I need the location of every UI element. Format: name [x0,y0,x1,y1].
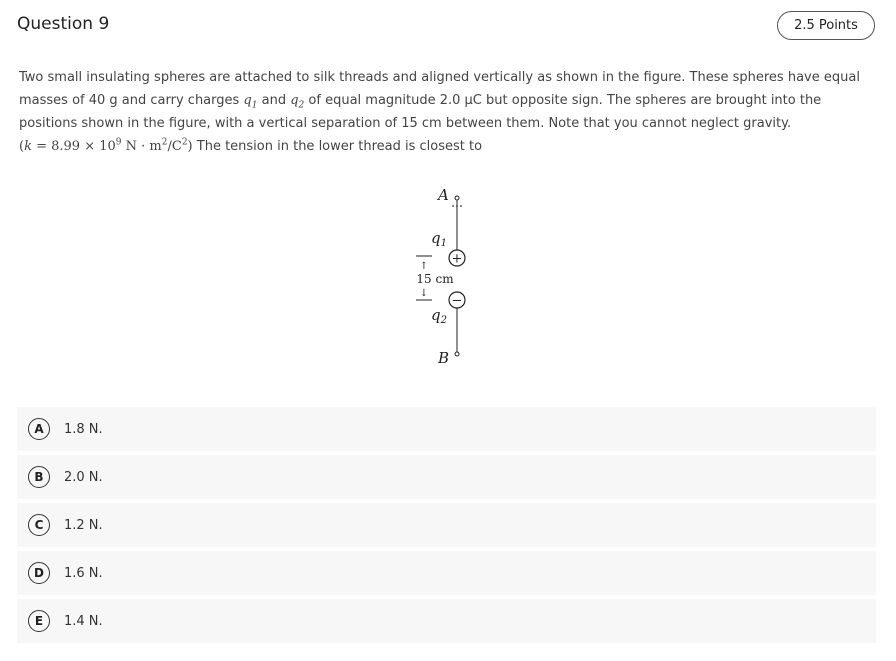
option-letter-c: C [28,514,50,536]
spheres-figure [405,180,485,370]
q1-symbol: $q_1$ [243,93,258,111]
question-line-2: masses of 40 g and carry charges $q_1$ and $q_2$ of equal magnitude 2.0 µC but opposite sign. The spheres are brought into the [19,93,822,111]
points-badge: 2.5 Points [777,11,875,40]
q2-symbol: $q_2$ [290,93,305,111]
dot [452,205,454,207]
support-point-a [455,196,459,200]
label-b: B [438,349,450,367]
option-a[interactable] [17,407,876,451]
figure-svg [405,180,485,370]
label-q1: $q_1$ [431,229,447,249]
option-d[interactable] [17,551,876,595]
minus-sign: − [451,293,463,309]
option-b[interactable] [17,455,876,499]
option-text-d: 1.6 N. [64,565,103,581]
arrow-down: ↓ [419,288,429,299]
dot [460,205,462,207]
question-header [0,0,896,54]
option-text-e: 1.4 N. [64,613,103,629]
label-a: A [438,186,449,204]
question-title: Question 9 [17,14,110,34]
question-line-3: positions shown in the figure, with a vertical separation of 15 cm between them. Note that you cannot neglect gravity. [19,116,792,131]
option-c[interactable] [17,503,876,547]
option-letter-a: A [28,418,50,440]
support-point-b [455,352,459,356]
separation-label: 15 cm [416,272,454,286]
option-letter-e: E [28,610,50,632]
label-q2: $q_2$ [431,306,447,326]
option-e[interactable] [17,599,876,643]
question-line-4: ($k = 8.99 \times 10^9$ $N \cdot m^2/C^2$) The tension in the lower thread is closest to [19,137,483,154]
question-line-1: Two small insulating spheres are attached to silk threads and aligned vertically as shown in the figure. These spheres have equal [19,70,860,85]
answer-options [17,407,876,647]
plus-sign: + [451,251,463,267]
option-letter-b: B [28,466,50,488]
coulomb-constant: ($k = 8.99 \times 10^9$ $N \cdot m^2/C^2$) [19,137,193,154]
option-letter-d: D [28,562,50,584]
option-text-a: 1.8 N. [64,421,103,437]
question-text [19,66,879,158]
option-text-b: 2.0 N. [64,469,103,485]
option-text-c: 1.2 N. [64,517,103,533]
arrow-up: ↑ [419,261,429,272]
